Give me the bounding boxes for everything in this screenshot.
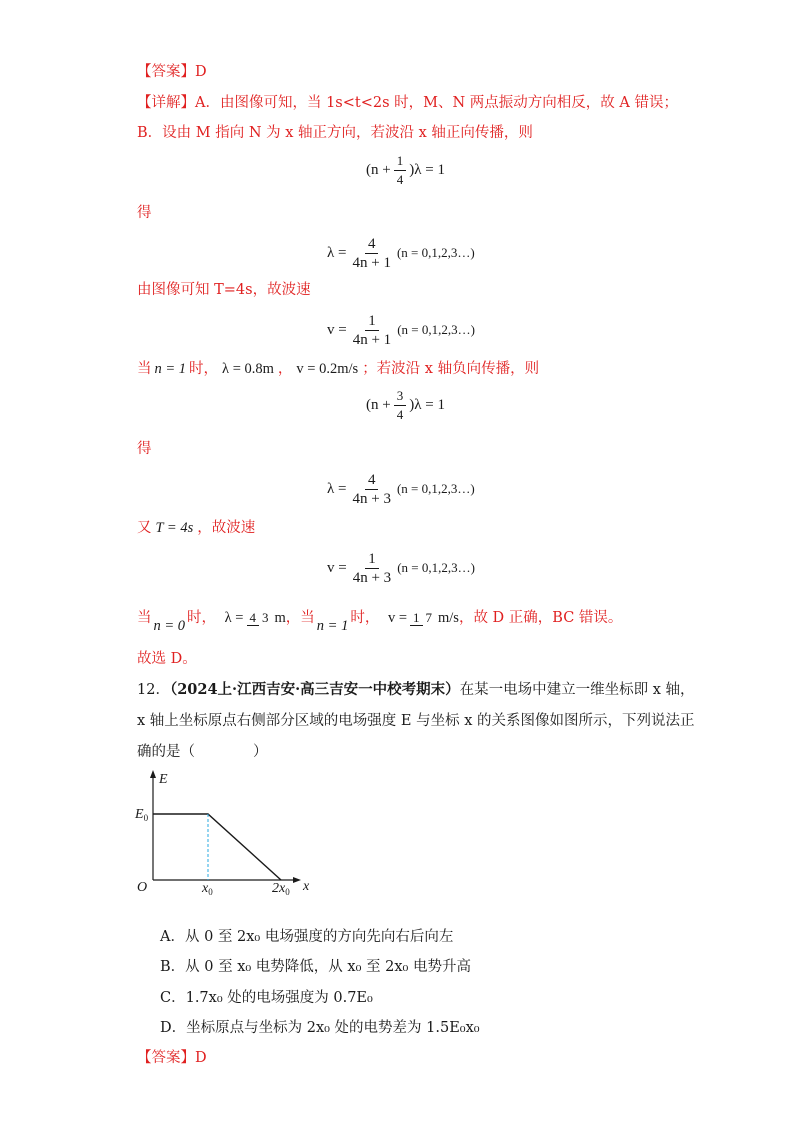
eq1-post: )λ = 1 xyxy=(409,161,445,178)
x-axis-label: x xyxy=(303,879,310,894)
question-12-line-2: x 轴上坐标原点右侧部分区域的电场强度 E 与坐标 x 的关系图像如图所示，下列说法正 xyxy=(137,713,695,729)
final-n0: n = 0 xyxy=(153,618,186,634)
period-line: 由图像可知 T=4s，故波速 xyxy=(137,282,311,298)
eq4-num: 3 xyxy=(394,387,407,406)
again-period: T = 4s xyxy=(155,520,194,536)
eq3-den: 4n + 1 xyxy=(352,332,392,348)
option-b[interactable]: B．从 0 至 x₀ 电势降低，从 x₀ 至 2x₀ 电势升高 xyxy=(160,959,471,975)
eq5-den: 4n + 3 xyxy=(352,491,391,507)
eq1-pre: (n + xyxy=(366,161,391,178)
x0-label xyxy=(201,881,213,897)
question-number: 12． xyxy=(137,682,170,698)
equation-4 xyxy=(366,387,445,424)
choose-line: 故选 D。 xyxy=(137,651,197,667)
e-curve xyxy=(153,814,281,880)
x0-sub: 0 xyxy=(208,887,213,897)
e0-label xyxy=(134,807,149,823)
final-e: ，当 xyxy=(285,610,315,626)
eq5-cond: (n = 0,1,2,3…) xyxy=(396,480,475,496)
x0-main: x xyxy=(202,881,209,896)
answer-line xyxy=(137,62,207,82)
eq4-den: 4 xyxy=(396,407,404,422)
again-a: 又 xyxy=(137,520,152,536)
eq3-cond: (n = 0,1,2,3…) xyxy=(397,321,475,337)
eq2-num: 4 xyxy=(365,235,379,254)
eq6-cond: (n = 0,1,2,3…) xyxy=(397,559,475,575)
eq4-fraction xyxy=(394,387,407,424)
final-a: 当 xyxy=(137,610,152,626)
eq6-num: 1 xyxy=(365,550,379,569)
e0-main: E xyxy=(135,807,144,822)
equation-2 xyxy=(327,235,475,272)
y-axis-label: E xyxy=(159,772,168,787)
origin-label: O xyxy=(137,880,148,895)
final-v-frac xyxy=(410,598,435,638)
n1-a: 当 xyxy=(137,361,152,377)
n1-line xyxy=(137,359,539,379)
answer-line-2 xyxy=(137,1048,207,1068)
eq2-den: 4n + 1 xyxy=(352,255,391,271)
final-n1: n = 1 xyxy=(316,618,349,634)
answer-label: 【答案】 xyxy=(137,64,195,80)
n1-g: ；若波沿 x 轴负向传播，则 xyxy=(362,361,540,377)
answer2-value: D xyxy=(195,1050,207,1066)
eq1-den: 4 xyxy=(396,172,404,187)
again-line xyxy=(137,518,255,538)
n1-e: ， xyxy=(277,361,293,377)
final-i: ，故 D 正确，BC 错误。 xyxy=(458,610,623,626)
eq1-fraction xyxy=(394,152,407,189)
question-text-1: 在某一电场中建立一维坐标即 x 轴， xyxy=(459,682,695,698)
final-v-den: 7 xyxy=(425,610,432,625)
eq5-pre: λ = xyxy=(327,480,347,497)
final-lambda-pre: λ = xyxy=(224,610,244,626)
e-x-graph xyxy=(125,768,325,898)
n1-c: 时， xyxy=(189,361,219,377)
eq5-num: 4 xyxy=(365,471,379,490)
n1-lambda: λ = 0.8m xyxy=(222,361,274,377)
option-a[interactable]: A．从 0 至 2x₀ 电场强度的方向先向右后向左 xyxy=(160,929,454,945)
option-c[interactable]: C．1.7x₀ 处的电场强度为 0.7E₀ xyxy=(160,990,373,1006)
question-source: （2024上·江西吉安·高三吉安一中校考期末） xyxy=(169,681,460,698)
eq5-fraction xyxy=(349,471,393,508)
final-lambda-unit: m xyxy=(274,610,286,626)
y-axis-arrow-icon xyxy=(150,770,156,778)
equation-3 xyxy=(327,312,475,349)
n1-b: n = 1 xyxy=(154,361,187,377)
x2-sub: 0 xyxy=(285,887,290,897)
answer-value: D xyxy=(195,64,207,80)
e0-sub: 0 xyxy=(143,813,149,823)
final-lambda-frac xyxy=(247,598,272,638)
eq4-pre: (n + xyxy=(366,396,391,413)
eq3-num: 1 xyxy=(365,312,379,331)
detail-label: 【详解】 xyxy=(137,95,195,111)
equation-1 xyxy=(366,152,445,189)
final-line xyxy=(137,598,622,638)
final-g: 时， xyxy=(350,610,380,626)
eq6-pre: v = xyxy=(327,559,347,576)
eq1-num: 1 xyxy=(394,152,407,171)
eq2-pre: λ = xyxy=(327,244,347,261)
final-v-pre: v = xyxy=(387,610,407,626)
question-12-line-1 xyxy=(137,680,695,700)
final-v-unit: m/s xyxy=(438,610,459,626)
equation-6 xyxy=(327,550,475,587)
option-d[interactable]: D．坐标原点与坐标为 2x₀ 处的电势差为 1.5E₀x₀ xyxy=(160,1020,480,1036)
detail-line-a xyxy=(137,93,678,113)
eq3-fraction xyxy=(350,312,394,349)
de-1: 得 xyxy=(137,205,152,221)
final-lambda-den: 3 xyxy=(262,610,269,625)
option-a-analysis: A．由图像可知，当 1s<t<2s 时，M、N 两点振动方向相反，故 A 错误； xyxy=(195,95,678,111)
n1-speed: v = 0.2m/s xyxy=(296,361,359,377)
final-c: 时， xyxy=(187,610,217,626)
final-lambda-num: 4 xyxy=(247,610,260,626)
x-axis-arrow-icon xyxy=(293,877,301,883)
eq4-post: )λ = 1 xyxy=(409,396,445,413)
equation-5 xyxy=(327,471,475,508)
answer2-label: 【答案】 xyxy=(137,1050,195,1066)
eq6-den: 4n + 3 xyxy=(352,570,392,586)
final-v-num: 1 xyxy=(410,610,423,626)
eq3-pre: v = xyxy=(327,321,347,338)
question-12-line-3: 确的是（ ） xyxy=(137,744,268,760)
option-b-analysis: B．设由 M 指向 N 为 x 轴正方向，若波沿 x 轴正向传播，则 xyxy=(137,125,533,141)
x2-label xyxy=(272,881,290,897)
eq2-fraction xyxy=(349,235,393,272)
de-2: 得 xyxy=(137,441,152,457)
again-c: ，故波速 xyxy=(197,520,256,536)
eq2-cond: (n = 0,1,2,3…) xyxy=(396,244,475,260)
eq6-fraction xyxy=(350,550,394,587)
x2-main: 2x xyxy=(272,881,286,896)
